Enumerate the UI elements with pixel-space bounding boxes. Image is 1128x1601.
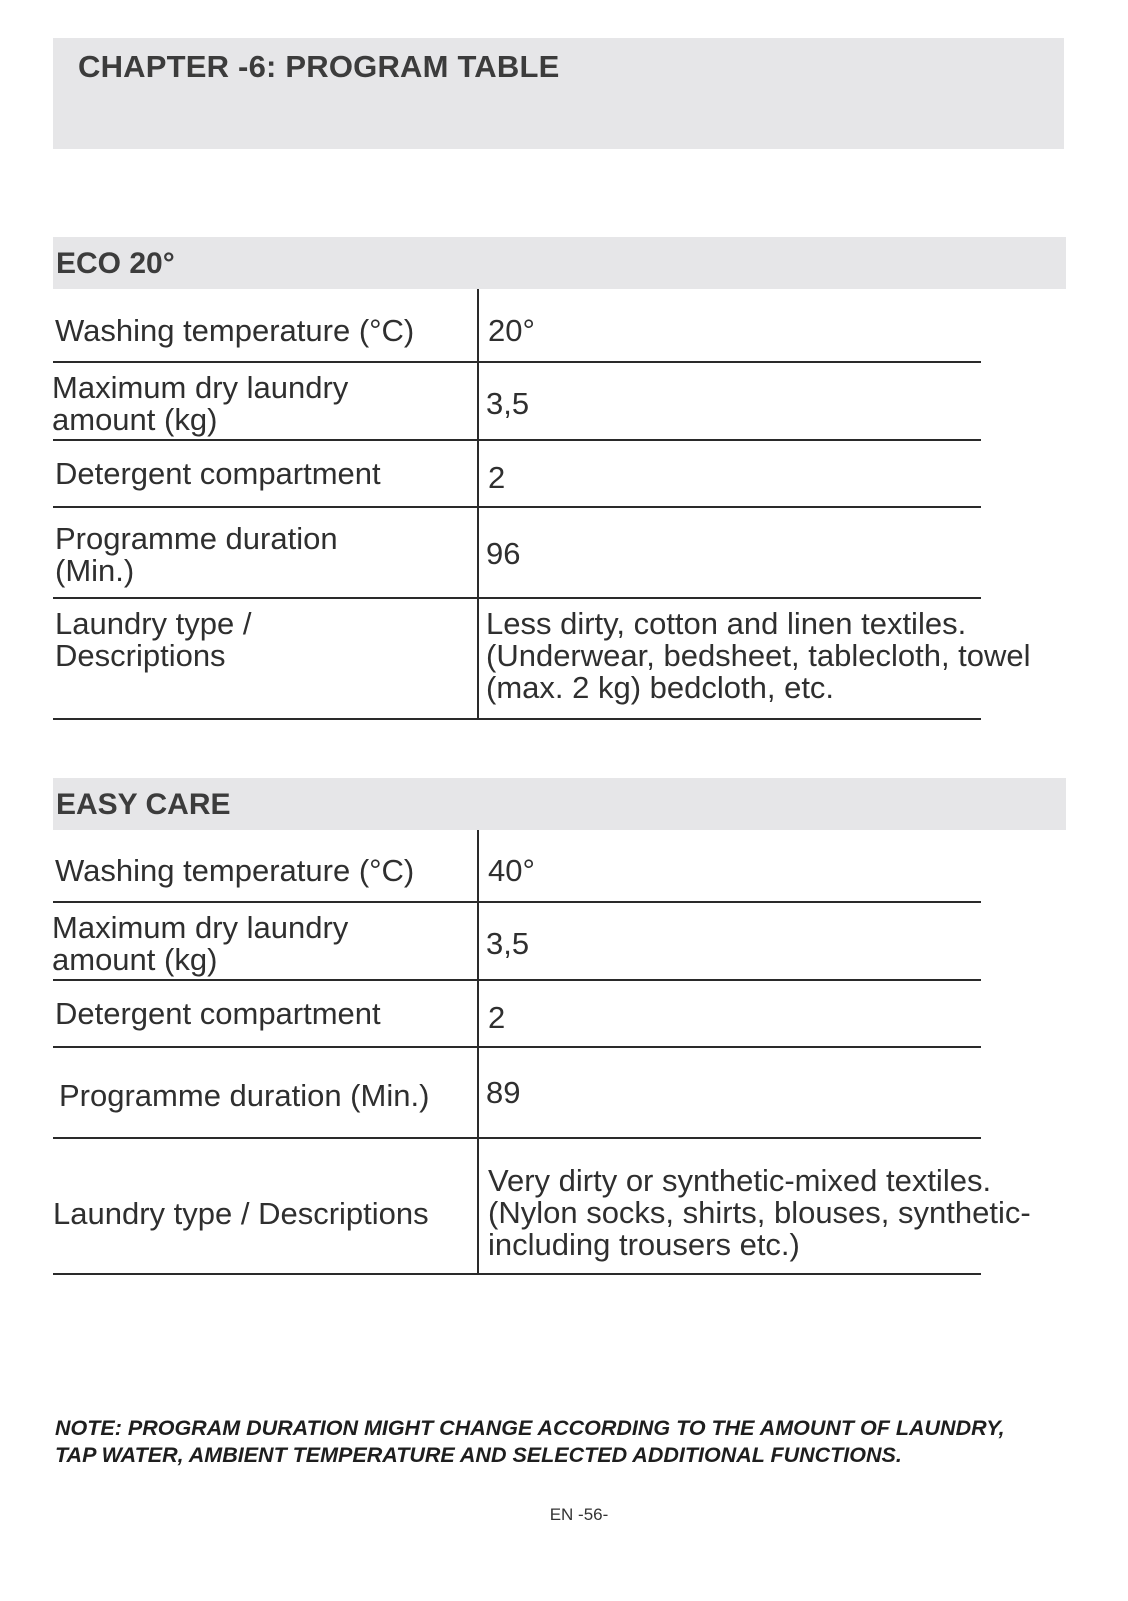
row-label-laundry-type: Laundry type / Descriptions [53, 1196, 429, 1231]
row-divider [53, 901, 981, 903]
row-divider [53, 1046, 981, 1048]
row-value-detergent: 2 [488, 460, 506, 495]
row-value-temperature: 20° [488, 313, 535, 348]
row-divider [53, 979, 981, 981]
row-value-max-laundry: 3,5 [486, 386, 530, 421]
row-divider [53, 718, 981, 720]
row-label-max-laundry: Maximum dry laundry amount (kg) [52, 370, 349, 437]
row-label-max-laundry: Maximum dry laundry amount (kg) [52, 910, 349, 977]
table-column-divider [477, 830, 479, 1273]
table-column-divider [477, 289, 479, 720]
row-divider [53, 439, 981, 441]
program-name: ECO 20° [56, 247, 175, 280]
row-divider [53, 1273, 981, 1275]
row-value-laundry-type: Very dirty or synthetic-mixed textiles. (Nylon socks, shirts, blouses, synthetic- including trousers etc.) [488, 1163, 1031, 1262]
program-name: EASY CARE [56, 788, 231, 821]
row-divider [53, 1137, 981, 1139]
row-label-detergent: Detergent compartment [55, 456, 381, 491]
program-header-easy-care [53, 778, 1066, 830]
row-divider [53, 506, 981, 508]
row-value-duration: 89 [486, 1075, 521, 1110]
page-number: EN -56- [549, 1505, 609, 1524]
chapter-header [53, 38, 1064, 149]
row-value-laundry-type: Less dirty, cotton and linen textiles. (Underwear, bedsheet, tablecloth, towel (max. 2 kg) bedcloth, etc. [486, 606, 1031, 705]
row-divider [53, 597, 981, 599]
row-label-temperature: Washing temperature (°C) [55, 853, 415, 888]
row-label-detergent: Detergent compartment [55, 996, 381, 1031]
row-value-duration: 96 [486, 536, 521, 571]
row-divider [53, 361, 981, 363]
row-value-temperature: 40° [488, 853, 535, 888]
row-label-laundry-type: Laundry type / Descriptions [55, 606, 252, 673]
program-duration-note: NOTE: PROGRAM DURATION MIGHT CHANGE ACCORDING TO THE AMOUNT OF LAUNDRY, TAP WATER, AMBIENT TEMPERATURE AND SELECTED ADDITIONAL FUNCTIONS. [55, 1416, 1005, 1467]
row-label-temperature: Washing temperature (°C) [55, 313, 415, 348]
row-value-max-laundry: 3,5 [486, 926, 530, 961]
row-value-detergent: 2 [488, 1000, 506, 1035]
chapter-title: CHAPTER -6: PROGRAM TABLE [78, 49, 560, 84]
row-label-duration: Programme duration (Min.) [59, 1078, 430, 1113]
row-label-duration: Programme duration (Min.) [55, 521, 338, 588]
program-header-eco20 [53, 237, 1066, 289]
